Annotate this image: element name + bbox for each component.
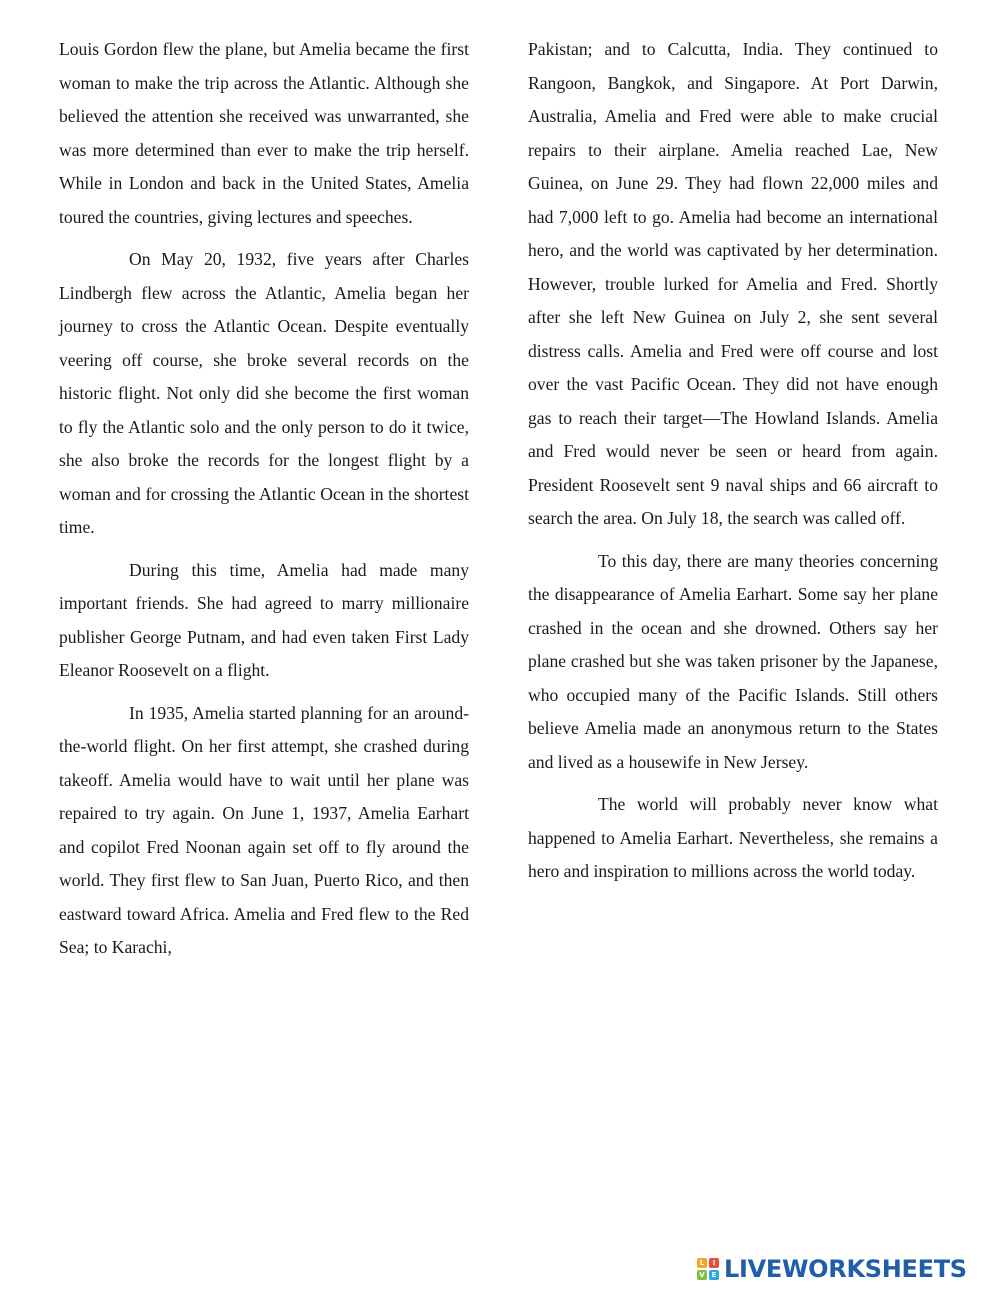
logo-square-i: I bbox=[709, 1258, 719, 1268]
paragraph-important-friends: During this time, Amelia had made many important friends. She had agreed to marry millionaire publisher George Putnam, and had even taken First Lady Eleanor Roosevelt on a flight. bbox=[59, 559, 469, 680]
left-column bbox=[59, 33, 469, 974]
logo-square-e: E bbox=[709, 1270, 719, 1280]
paragraph-disappearance: Pakistan; and to Calcutta, India. They continued to Rangoon, Bangkok, and Singapore. At Port Darwin, Australia, Amelia and Fred were able to make crucial repairs to their airplane. Amelia reached Lae, New Guinea, on June 29. They had flown 22,000 miles and had 7,000 left to go. Amelia had become an international hero, and the world was captivated by her determination. However, trouble lurked for Amelia and Fred. Shortly after she left New Guinea on July 2, she sent several distress calls. Amelia and Fred were off course and lost over the vast Pacific Ocean. They did not have enough gas to reach their target—The Howland Islands. Amelia and Fred would never be seen or heard from again. President Roosevelt sent 9 naval ships and 66 aircraft to search the area. On July 18, the search was called off. bbox=[528, 39, 938, 528]
right-column bbox=[528, 33, 938, 898]
liveworksheets-logo-text: LIVEWORKSHEETS bbox=[724, 1255, 967, 1283]
paragraph-1932-solo-flight: On May 20, 1932, five years after Charles Lindbergh flew across the Atlantic, Amelia began her journey to cross the Atlantic Ocean. Despite eventually veering off course, she broke several records on the historic flight. Not only did she become the first woman to fly the Atlantic solo and the only person to do it twice, she also broke the records for the longest flight by a woman and for crossing the Atlantic Ocean in the shortest time. bbox=[59, 249, 469, 537]
liveworksheets-logo-icon bbox=[697, 1258, 719, 1280]
logo-square-v: V bbox=[697, 1270, 707, 1280]
paragraph-theories: To this day, there are many theories concerning the disappearance of Amelia Earhart. Some say her plane crashed in the ocean and she drowned. Others say her plane crashed but she was taken prisoner by the Japanese, who occupied many of the Pacific Islands. Still others believe Amelia made an anonymous return to the States and lived as a housewife in New Jersey. bbox=[528, 550, 938, 772]
paragraph-conclusion: The world will probably never know what happened to Amelia Earhart. Nevertheless, she remains a hero and inspiration to millions across the world today. bbox=[528, 794, 938, 881]
logo-square-l: L bbox=[697, 1258, 707, 1268]
paragraph-gordon-flight: Louis Gordon flew the plane, but Amelia became the first woman to make the trip across the Atlantic. Although she believed the attention she received was unwarranted, she was more determined than ever to make the trip herself. While in London and back in the United States, Amelia toured the countries, giving lectures and speeches. bbox=[59, 39, 469, 227]
liveworksheets-logo[interactable] bbox=[697, 1252, 967, 1286]
paragraph-around-the-world: In 1935, Amelia started planning for an around-the-world flight. On her first attempt, she crashed during takeoff. Amelia would have to wait until her plane was repaired to try again. On June 1, 1937, Amelia Earhart and copilot Fred Noonan again set off to fly around the world. They first flew to San Juan, Puerto Rico, and then eastward toward Africa. Amelia and Fred flew to the Red Sea; to Karachi, bbox=[59, 702, 469, 957]
